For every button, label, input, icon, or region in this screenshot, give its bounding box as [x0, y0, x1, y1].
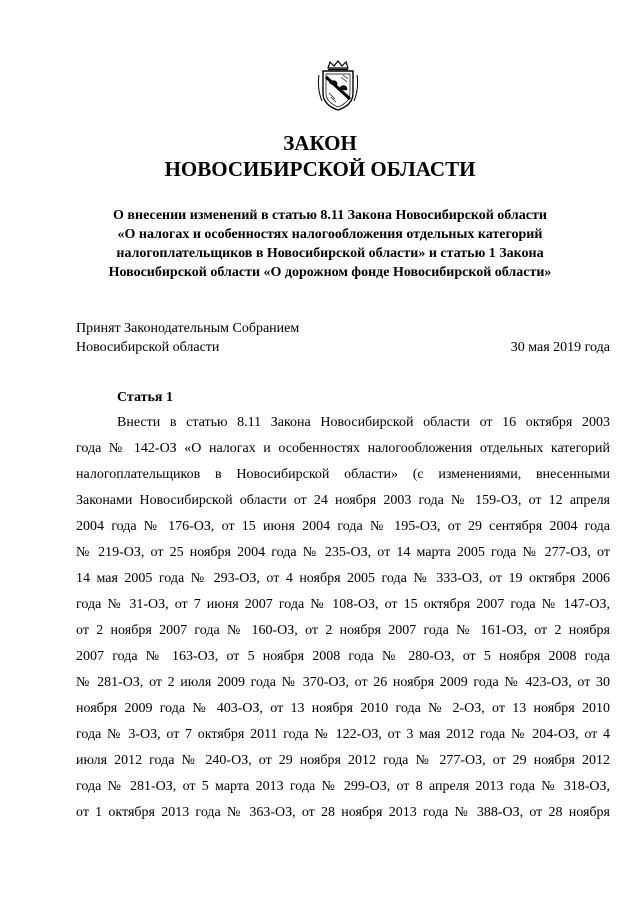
body-line: № 219-ОЗ, от 25 ноября 2004 года № 235-ОЗ, от 14 марта 2005 года № 277-ОЗ, от: [76, 545, 610, 560]
subject-line: «О налогах и особенностях налогообложения отдельных категорий: [117, 227, 543, 242]
body-line: 2007 года № 163-ОЗ, от 5 ноября 2008 года № 280-ОЗ, от 5 ноября 2008 года: [76, 649, 610, 664]
subject-line: Новосибирской области «О дорожном фонде Новосибирской области»: [108, 265, 552, 280]
body-line: от 2 ноября 2007 года № 160-ОЗ, от 2 ноября 2007 года № 161-ОЗ, от 2 ноября: [76, 623, 610, 638]
body-line: Законами Новосибирской области от 24 ноября 2003 года № 159-ОЗ, от 12 апреля: [76, 493, 610, 508]
body-line: года № 3-ОЗ, от 7 октября 2011 года № 122-ОЗ, от 3 мая 2012 года № 204-ОЗ, от 4: [76, 727, 610, 742]
adoption-date: 30 мая 2019 года: [510, 340, 610, 355]
body-line: года № 281-ОЗ, от 5 марта 2013 года № 299-ОЗ, от 8 апреля 2013 года № 318-ОЗ,: [76, 779, 610, 794]
body-line: 2004 года № 176-ОЗ, от 15 июня 2004 года № 195-ОЗ, от 29 сентября 2004 года: [76, 519, 610, 534]
body-line: июля 2012 года № 240-ОЗ, от 29 ноября 2012 года № 277-ОЗ, от 29 ноября 2012: [76, 753, 610, 768]
subject-line: налогоплательщиков в Новосибирской области» и статью 1 Закона: [116, 246, 544, 261]
article-body: [76, 410, 610, 826]
subject-line: О внесении изменений в статью 8.11 Закона Новосибирской области: [113, 208, 547, 223]
body-line: от 1 октября 2013 года № 363-ОЗ, от 28 ноября 2013 года № 388-ОЗ, от 28 ноября: [76, 805, 610, 820]
adopted-by-line: Принят Законодательным Собранием: [76, 321, 300, 336]
body-line: Внести в статью 8.11 Закона Новосибирской области от 16 октября 2003: [117, 415, 610, 430]
region-title: НОВОСИБИРСКОЙ ОБЛАСТИ: [164, 157, 476, 181]
coat-of-arms-icon: [317, 59, 359, 113]
adopted-by-region: Новосибирской области: [76, 340, 220, 355]
body-line: ноября 2009 года № 403-ОЗ, от 13 ноября 2010 года № 2-ОЗ, от 13 ноября 2010: [76, 701, 610, 716]
law-subject: [80, 206, 580, 282]
body-line: года № 142-ОЗ «О налогах и особенностях налогообложения отдельных категорий: [76, 441, 610, 456]
adoption-block: [76, 319, 610, 357]
body-line: № 281-ОЗ, от 2 июля 2009 года № 370-ОЗ, от 26 ноября 2009 года № 423-ОЗ, от 30: [76, 675, 610, 690]
body-line: 14 мая 2005 года № 293-ОЗ, от 4 ноября 2005 года № 333-ОЗ, от 19 октября 2006: [76, 571, 610, 586]
law-title: ЗАКОН: [283, 131, 357, 155]
body-line: налогоплательщиков в Новосибирской области» (с изменениями, внесенными: [76, 467, 610, 482]
article-heading: Статья 1: [117, 390, 173, 405]
body-line: года № 31-ОЗ, от 7 июня 2007 года № 108-ОЗ, от 15 октября 2007 года № 147-ОЗ,: [76, 597, 610, 612]
